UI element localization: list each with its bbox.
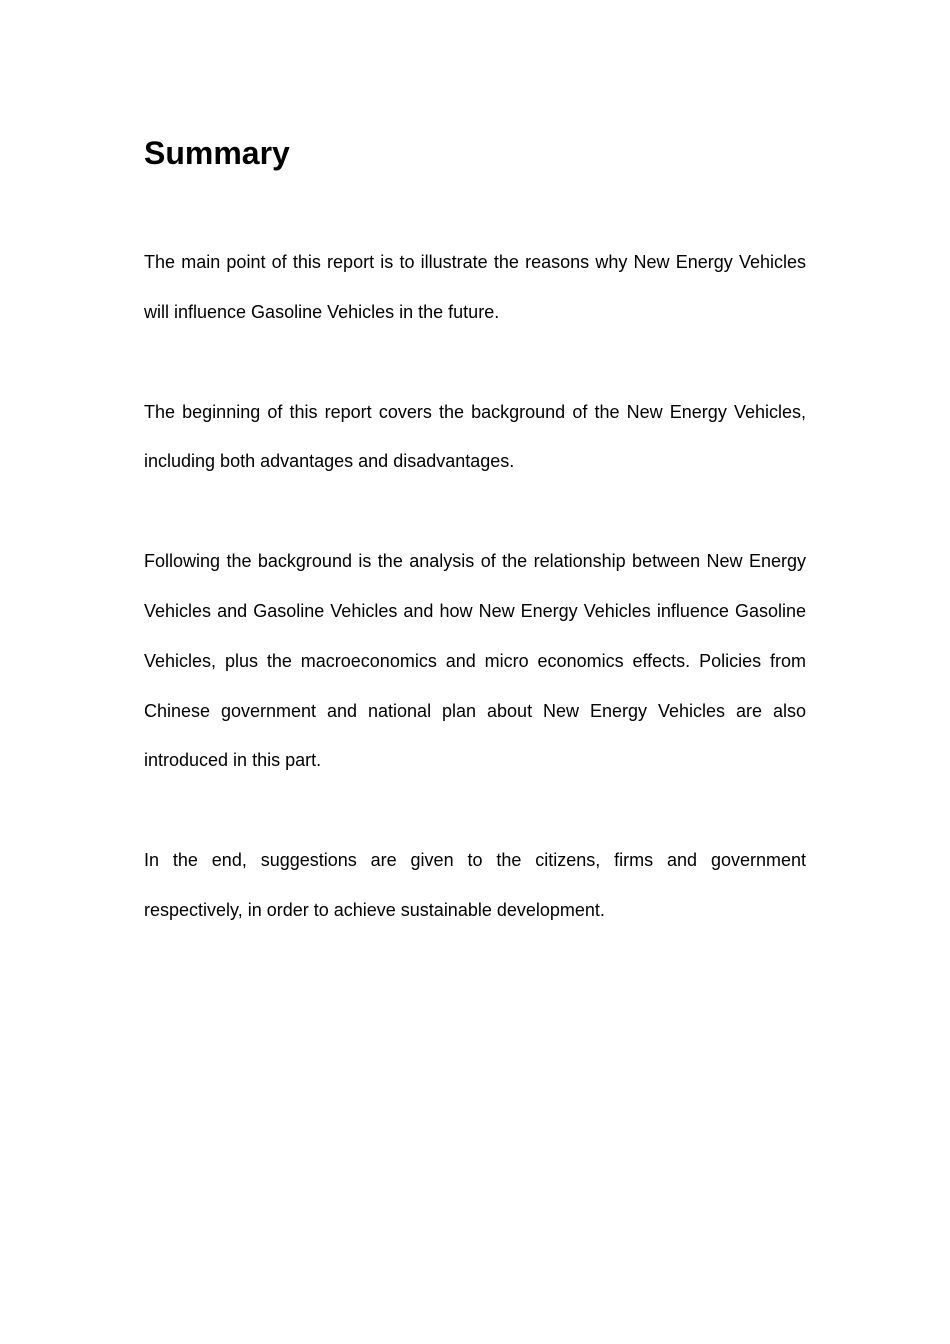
page-title: Summary — [144, 135, 290, 171]
summary-paragraph-1: The main point of this report is to illustrate the reasons why New Energy Vehicles will influence Gasoline Vehicles in the future. — [144, 252, 806, 322]
summary-paragraph-2: The beginning of this report covers the background of the New Energy Vehicles, including both advantages and disadvantages. — [144, 401, 806, 472]
summary-paragraph-4: In the end, suggestions are given to the citizens, firms and government respectively, in order to achieve sustainable development. — [144, 850, 806, 920]
page-content — [144, 128, 806, 986]
summary-paragraph-3: Following the background is the analysis of the relationship between New Energy Vehicles and Gasoline Vehicles and how New Energy Vehicles influence Gasoline Vehicles, plus the macroeconomics and micro economics effects. Policies from Chinese government and national plan about New Energy Vehicles are also introduced in this part. — [144, 551, 806, 771]
summary-body — [144, 238, 806, 936]
